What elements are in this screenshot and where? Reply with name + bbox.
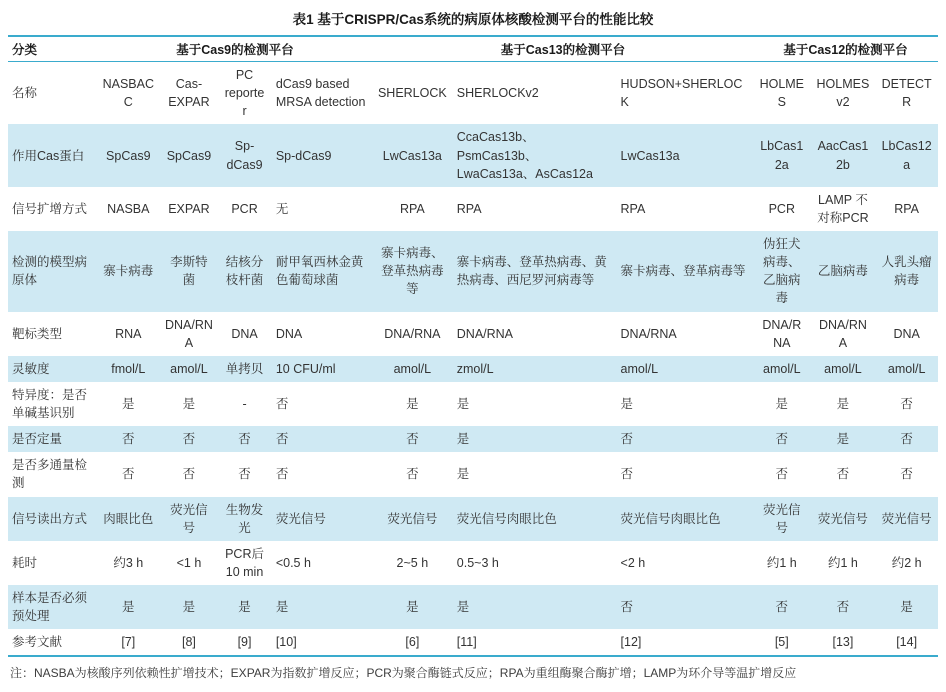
table-cell: 约1 h bbox=[827, 555, 858, 570]
table-cell: RPA bbox=[894, 201, 920, 216]
table-cell: 否 bbox=[775, 467, 789, 482]
table-cell: <0.5 h bbox=[275, 555, 311, 570]
table-cell: 否 bbox=[122, 432, 135, 447]
table-cell: 否 bbox=[182, 432, 196, 447]
table-cell: DNA/RNA bbox=[762, 317, 802, 350]
table-cell: amol/L bbox=[824, 361, 862, 376]
table-cell: 是 bbox=[275, 600, 289, 615]
table-cell: 寨卡病毒 bbox=[103, 264, 154, 279]
table-cell: [6] bbox=[405, 635, 420, 650]
table-cell: AacCas12b bbox=[817, 139, 869, 172]
table-cell: RNA bbox=[115, 326, 142, 341]
table-cell: amol/L bbox=[620, 361, 659, 376]
table-cell: fmol/L bbox=[111, 361, 146, 376]
table-cell: amol/L bbox=[887, 361, 926, 376]
table-cell: 否 bbox=[238, 467, 251, 482]
table-cell: 寨卡病毒、登革热病毒等 bbox=[381, 246, 444, 297]
row-label: 作用Cas蛋白 bbox=[12, 148, 85, 163]
table-cell: 否 bbox=[620, 467, 634, 482]
table-cell: 生物发光 bbox=[225, 502, 264, 535]
table-cell: 是 bbox=[836, 432, 850, 447]
table-cell: [13] bbox=[832, 635, 854, 650]
table-cell: 是 bbox=[456, 467, 470, 482]
table-cell: 是 bbox=[836, 396, 850, 411]
table-cell: 是 bbox=[456, 396, 470, 411]
table-cell: 单拷贝 bbox=[225, 361, 264, 376]
table-row bbox=[8, 426, 938, 452]
table-body bbox=[8, 62, 938, 657]
table-cell: RPA bbox=[620, 201, 646, 216]
table-cell: 伪狂犬病毒、乙脑病毒 bbox=[763, 237, 801, 306]
table-cell: amol/L bbox=[763, 361, 801, 376]
table-cell: LbCas12a bbox=[881, 139, 932, 172]
table-row bbox=[8, 356, 938, 382]
table-cell: zmol/L bbox=[456, 361, 494, 376]
table-cell: [10] bbox=[275, 635, 297, 650]
table-cell: 否 bbox=[900, 396, 913, 411]
row-label: 参考文献 bbox=[12, 635, 63, 650]
corner-header: 分类 bbox=[12, 43, 38, 57]
table-row bbox=[8, 497, 938, 541]
table-cell: 荧光信号肉眼比色 bbox=[620, 511, 721, 526]
table-cell: 是 bbox=[456, 432, 470, 447]
table-cell: 否 bbox=[275, 432, 289, 447]
table-cell: SHERLOCKv2 bbox=[456, 86, 539, 101]
table-cell: 荧光信号 bbox=[817, 511, 868, 526]
row-label: 灵敏度 bbox=[12, 361, 50, 376]
table-cell: [11] bbox=[456, 635, 477, 650]
table-cell: 否 bbox=[620, 432, 634, 447]
table-cell: 人乳头瘤病毒 bbox=[881, 255, 932, 288]
table-cell: [14] bbox=[896, 635, 918, 650]
table-cell: 约2 h bbox=[891, 555, 922, 570]
table-cell: 是 bbox=[182, 396, 196, 411]
table-cell: 是 bbox=[406, 396, 419, 411]
table-cell: RPA bbox=[399, 201, 425, 216]
table-cell: DNA/RNA bbox=[818, 317, 867, 350]
table-cell: DETECTR bbox=[881, 77, 932, 110]
group-header-3: 基于Cas12的检测平台 bbox=[783, 43, 908, 57]
table-cell: DNA/RNA bbox=[164, 317, 213, 350]
table-cell: 是 bbox=[456, 600, 470, 615]
table-cell: 2~5 h bbox=[396, 555, 429, 570]
row-label: 检测的模型病原体 bbox=[12, 255, 88, 288]
table-cell: LAMP 不对称PCR bbox=[817, 192, 869, 225]
table-cell: LbCas12a bbox=[760, 139, 804, 172]
table-cell: PCR bbox=[768, 201, 795, 216]
table-cell: Sp-dCas9 bbox=[275, 148, 332, 163]
comparison-table bbox=[8, 35, 938, 657]
row-label: 信号读出方式 bbox=[12, 511, 88, 526]
table-cell: 10 CFU/ml bbox=[275, 361, 336, 376]
table-cell: 无 bbox=[275, 201, 289, 216]
table-cell: DNA bbox=[893, 326, 920, 341]
footnote: 注：NASBA为核酸序列依赖性扩增技术；EXPAR为指数扩增反应；PCR为聚合酶链式反应；RPA为重组酶聚合酶扩增；LAMP为环介导等温扩增反应 bbox=[10, 666, 797, 681]
table-cell: CcaCas13b、PsmCas13b、LwaCas13a、AsCas12a bbox=[456, 130, 593, 181]
table-cell: HOLMESv2 bbox=[816, 77, 870, 110]
table-cell: DNA bbox=[231, 326, 258, 341]
table-cell: 否 bbox=[775, 432, 789, 447]
table-cell: <1 h bbox=[176, 555, 202, 570]
row-label: 信号扩增方式 bbox=[12, 201, 88, 216]
table-cell: PCR后 10 min bbox=[225, 546, 264, 579]
table-row bbox=[8, 231, 938, 312]
table-cell: 肉眼比色 bbox=[103, 511, 154, 526]
table-cell: <2 h bbox=[620, 555, 646, 570]
group-header-2: 基于Cas13的检测平台 bbox=[500, 43, 626, 57]
table-cell: 是 bbox=[775, 396, 789, 411]
table-cell: 否 bbox=[406, 467, 419, 482]
table-cell: dCas9 based MRSA detection bbox=[275, 77, 366, 110]
table-title: 表1 基于CRISPR/Cas系统的病原体核酸检测平台的性能比较 bbox=[292, 12, 654, 27]
table-cell: [8] bbox=[181, 635, 196, 650]
table-cell: HOLMES bbox=[759, 77, 805, 110]
table-cell: 荧光信号 bbox=[763, 502, 801, 535]
table-cell: 乙脑病毒 bbox=[817, 264, 868, 279]
table-cell: 李斯特菌 bbox=[170, 255, 208, 288]
table-cell: [12] bbox=[620, 635, 642, 650]
table-cell: 否 bbox=[900, 467, 913, 482]
table-cell: SpCas9 bbox=[106, 148, 151, 163]
table-cell: 否 bbox=[836, 600, 850, 615]
table-cell: RPA bbox=[456, 201, 482, 216]
table-cell: 否 bbox=[900, 432, 913, 447]
table-cell: LwCas13a bbox=[620, 148, 680, 163]
table-cell: 否 bbox=[620, 600, 634, 615]
table-cell: amol/L bbox=[393, 361, 432, 376]
table-cell: 否 bbox=[836, 467, 850, 482]
table-cell: 荧光信号肉眼比色 bbox=[456, 511, 557, 526]
table-cell: 0.5~3 h bbox=[456, 555, 499, 570]
row-label: 靶标类型 bbox=[12, 326, 63, 341]
table-cell: 是 bbox=[406, 600, 419, 615]
table-cell: 否 bbox=[406, 432, 419, 447]
table-row bbox=[8, 312, 938, 356]
table-row bbox=[8, 629, 938, 656]
table-cell: 否 bbox=[182, 467, 196, 482]
row-label: 样本是否必须预处理 bbox=[12, 591, 88, 624]
row-label: 耗时 bbox=[12, 555, 38, 570]
table-cell: 结核分枝杆菌 bbox=[225, 255, 264, 288]
row-label: 是否多通量检测 bbox=[12, 458, 88, 491]
table-cell: 约3 h bbox=[113, 555, 144, 570]
table-cell: 耐甲氧西林金黄色葡萄球菌 bbox=[275, 255, 364, 288]
table-cell: NASBACC bbox=[102, 77, 154, 110]
table-cell: PC reporter bbox=[224, 68, 265, 119]
table-cell: 荧光信号 bbox=[881, 511, 932, 526]
table-row bbox=[8, 187, 938, 231]
table-cell: Cas-EXPAR bbox=[168, 77, 210, 110]
table-cell: 是 bbox=[238, 600, 251, 615]
table-cell: [5] bbox=[774, 635, 789, 650]
table-row bbox=[8, 124, 938, 186]
table-cell: SpCas9 bbox=[166, 148, 212, 163]
table-row bbox=[8, 585, 938, 629]
table-cell: 寨卡病毒、登革热病毒、黄热病毒、西尼罗河病毒等 bbox=[456, 255, 607, 288]
table-cell: SHERLOCK bbox=[377, 86, 447, 101]
table-cell: 否 bbox=[775, 600, 789, 615]
table-cell: 是 bbox=[182, 600, 196, 615]
table-cell: DNA bbox=[275, 326, 303, 341]
table-cell: [9] bbox=[237, 635, 252, 650]
table-cell: 荧光信号 bbox=[387, 511, 438, 526]
table-cell: DNA/RNA bbox=[456, 326, 514, 341]
table-cell: 否 bbox=[238, 432, 251, 447]
table-cell: DNA/RNA bbox=[384, 326, 441, 341]
table-cell: 是 bbox=[620, 396, 634, 411]
table-cell: NASBA bbox=[107, 201, 150, 216]
table-cell: Sp-dCas9 bbox=[226, 139, 263, 172]
table-cell: 否 bbox=[122, 467, 135, 482]
group-header-1: 基于Cas9的检测平台 bbox=[176, 43, 294, 57]
row-label: 名称 bbox=[12, 86, 38, 101]
group-header-row bbox=[8, 36, 938, 62]
table-cell: HUDSON+SHERLOCK bbox=[620, 77, 743, 110]
table-cell: EXPAR bbox=[168, 201, 210, 216]
row-label: 特异度：是否单碱基识别 bbox=[12, 387, 88, 420]
table-cell: 是 bbox=[122, 600, 135, 615]
table-cell: 荧光信号 bbox=[275, 511, 326, 526]
table-cell: DNA/RNA bbox=[620, 326, 677, 341]
table-row bbox=[8, 452, 938, 496]
table-cell: 约1 h bbox=[766, 555, 797, 570]
table-cell: PCR bbox=[231, 201, 258, 216]
table-cell: 荧光信号 bbox=[170, 502, 208, 535]
row-label: 是否定量 bbox=[12, 432, 63, 447]
table-row bbox=[8, 62, 938, 125]
table-cell: 是 bbox=[122, 396, 135, 411]
table-row bbox=[8, 382, 938, 426]
table-row bbox=[8, 541, 938, 585]
table-cell: 寨卡病毒、登革病毒等 bbox=[620, 264, 746, 279]
table-cell: 否 bbox=[275, 396, 289, 411]
table-cell: 否 bbox=[275, 467, 289, 482]
table-cell: [7] bbox=[121, 635, 136, 650]
table-cell: amol/L bbox=[170, 361, 208, 376]
table-cell: - bbox=[242, 396, 247, 411]
table-cell: LwCas13a bbox=[382, 148, 442, 163]
table-cell: 是 bbox=[900, 600, 913, 615]
